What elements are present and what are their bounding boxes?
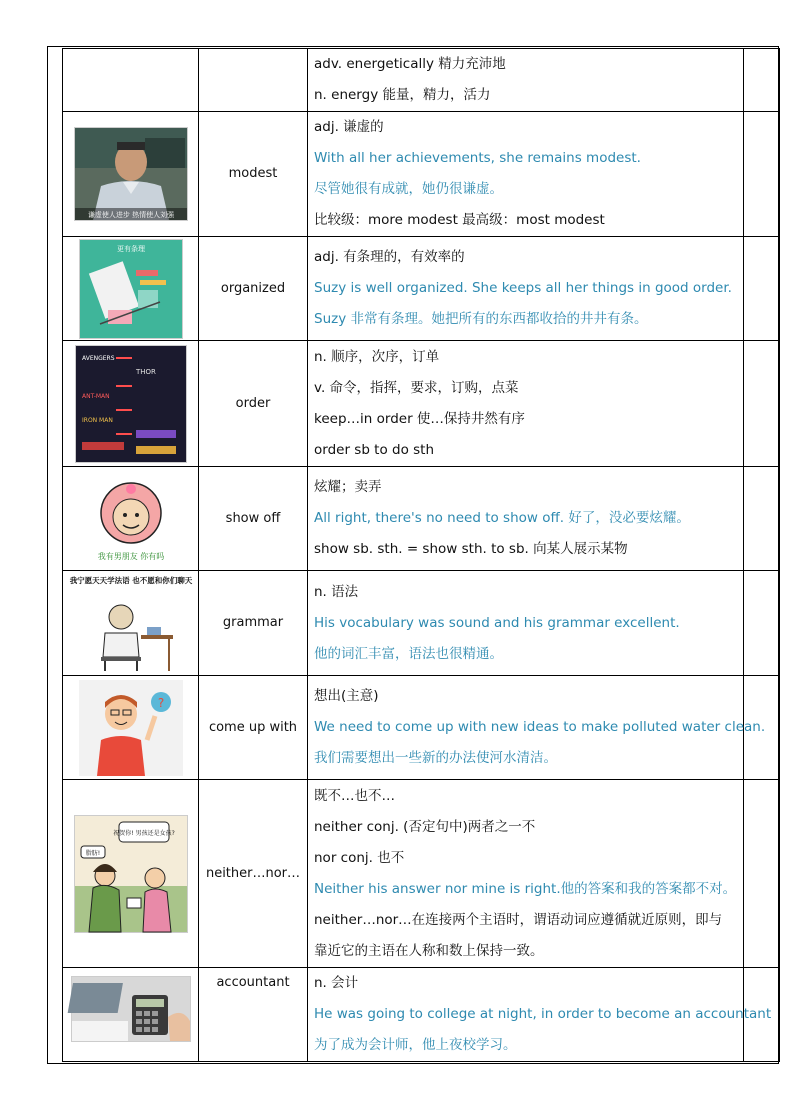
outer-frame-left bbox=[47, 46, 48, 1064]
table-row bbox=[63, 341, 780, 467]
example-sentence: Neither his answer nor mine is right.他的答案和我的答案都不对。 bbox=[314, 880, 737, 897]
word-cell: show off bbox=[199, 467, 308, 571]
image-cell bbox=[63, 571, 199, 676]
table-row bbox=[63, 968, 780, 1062]
image-caption: 我宁愿天天学法语 也不愿和你们聊天 bbox=[69, 576, 192, 585]
example-translation: 尽管她很有成就，她仍很谦虚。 bbox=[314, 181, 503, 197]
extra-cell bbox=[744, 341, 780, 467]
definition-line: 比较级：more modest 最高级：most modest bbox=[314, 212, 605, 228]
definition-line: nor conj. 也不 bbox=[314, 849, 405, 866]
image-label: IRON MAN bbox=[81, 416, 113, 424]
image-caption: 我有男朋友 你有吗 bbox=[97, 551, 164, 561]
image-cell bbox=[63, 676, 199, 780]
table-row bbox=[63, 571, 780, 676]
example-sentence: We need to come up with new ideas to make polluted water clean. bbox=[314, 719, 766, 735]
image-caption: 更有条理 bbox=[116, 244, 145, 253]
extra-cell bbox=[744, 49, 780, 112]
extra-cell bbox=[744, 237, 780, 341]
example-sentence: His vocabulary was sound and his grammar excellent. bbox=[314, 614, 680, 631]
image-cell bbox=[63, 780, 199, 968]
extra-cell bbox=[744, 571, 780, 676]
definition-cell bbox=[308, 237, 744, 341]
example-sentence: Suzy is well organized. She keeps all her things in good order. bbox=[314, 280, 732, 296]
image-caption: 谦虚使人进步 热情使人刘强 bbox=[87, 211, 174, 219]
image-cell bbox=[63, 968, 199, 1062]
table-row bbox=[63, 112, 780, 237]
extra-cell bbox=[744, 467, 780, 571]
image-caption: 脂肪! bbox=[85, 849, 100, 857]
word-cell: accountant bbox=[199, 968, 308, 1062]
image-cell bbox=[63, 467, 199, 571]
word-cell: organized bbox=[199, 237, 308, 341]
example-sentence: With all her achievements, she remains modest. bbox=[314, 150, 641, 166]
svg-text:?: ? bbox=[157, 695, 164, 710]
grammar-meme bbox=[69, 573, 192, 673]
image-cell bbox=[63, 49, 199, 112]
definition-line: order sb to do sth bbox=[314, 441, 435, 458]
definition-line: adj. 有条理的，有效率的 bbox=[314, 249, 465, 265]
show-off-meme bbox=[85, 473, 177, 565]
word-cell: neither…nor… bbox=[199, 780, 308, 968]
definition-line: adj. 谦虚的 bbox=[314, 119, 384, 135]
definition-line: v. 命令，指挥，要求，订购，点菜 bbox=[314, 379, 519, 396]
definition-line: keep…in order 使…保持井然有序 bbox=[314, 410, 525, 427]
example-translation: Suzy 非常有条理。她把所有的东西都收拾的井井有条。 bbox=[314, 311, 648, 327]
definition-line: neither…nor…在连接两个主语时，谓语动词应遵循就近原则，即与 bbox=[314, 911, 723, 928]
outer-frame-top bbox=[47, 46, 778, 47]
idea-person-illustration bbox=[79, 680, 183, 776]
definition-line: n. energy 能量，精力，活力 bbox=[314, 87, 491, 103]
definition-cell bbox=[308, 49, 744, 112]
organized-items-image bbox=[79, 239, 183, 339]
word-cell: come up with bbox=[199, 676, 308, 780]
word-cell: grammar bbox=[199, 571, 308, 676]
example-sentence: All right, there's no need to show off. 好了，没必要炫耀。 bbox=[314, 510, 690, 526]
definition-cell bbox=[308, 780, 744, 968]
definition-line: n. 顺序，次序，订单 bbox=[314, 348, 440, 365]
example-sentence: He was going to college at night, in order to become an accountant bbox=[314, 1006, 772, 1022]
table-row bbox=[63, 780, 780, 968]
definition-cell bbox=[308, 676, 766, 780]
definition-line: n. 会计 bbox=[314, 975, 359, 991]
word-cell bbox=[199, 49, 308, 112]
table-row bbox=[63, 676, 780, 780]
neither-nor-cartoon bbox=[74, 815, 188, 933]
extra-cell bbox=[744, 112, 780, 237]
definition-cell bbox=[308, 112, 744, 237]
example-translation: 他的词汇丰富，语法也很精通。 bbox=[314, 645, 503, 662]
image-cell bbox=[63, 341, 199, 467]
definition-cell bbox=[308, 571, 744, 676]
image-caption: 祝贺你! 男孩还是女孩? bbox=[112, 829, 175, 837]
image-label: THOR bbox=[135, 367, 156, 376]
definition-line: adv. energetically 精力充沛地 bbox=[314, 56, 506, 72]
table-row bbox=[63, 237, 780, 341]
word-cell: modest bbox=[199, 112, 308, 237]
definition-line: 既不…也不… bbox=[314, 787, 395, 804]
outer-frame-bottom bbox=[47, 1063, 778, 1064]
definition-line: 炫耀；卖弄 bbox=[314, 479, 382, 495]
definition-line: 靠近它的主语在人称和数上保持一致。 bbox=[314, 942, 544, 959]
accountant-calculator-photo bbox=[71, 976, 191, 1042]
definition-line: n. 语法 bbox=[314, 583, 359, 600]
definition-cell bbox=[308, 968, 772, 1062]
vocabulary-table bbox=[62, 48, 780, 1062]
image-cell bbox=[63, 237, 199, 341]
definition-line: 想出(主意) bbox=[314, 688, 379, 704]
word-cell: order bbox=[199, 341, 308, 467]
image-label: AVENGERS bbox=[81, 354, 115, 362]
extra-cell bbox=[744, 780, 780, 968]
image-label: ANT-MAN bbox=[81, 392, 110, 400]
definition-cell bbox=[308, 467, 744, 571]
example-translation: 为了成为会计师，他上夜校学习。 bbox=[314, 1037, 517, 1053]
example-translation: 我们需要想出一些新的办法使河水清洁。 bbox=[314, 750, 557, 766]
modest-man-photo bbox=[74, 127, 188, 221]
definition-line: show sb. sth. = show sth. to sb. 向某人展示某物 bbox=[314, 541, 628, 557]
movie-order-poster bbox=[75, 345, 187, 463]
definition-line: neither conj. (否定句中)两者之一不 bbox=[314, 818, 536, 835]
table-row bbox=[63, 467, 780, 571]
definition-cell bbox=[308, 341, 744, 467]
table-row bbox=[63, 49, 780, 112]
image-cell bbox=[63, 112, 199, 237]
